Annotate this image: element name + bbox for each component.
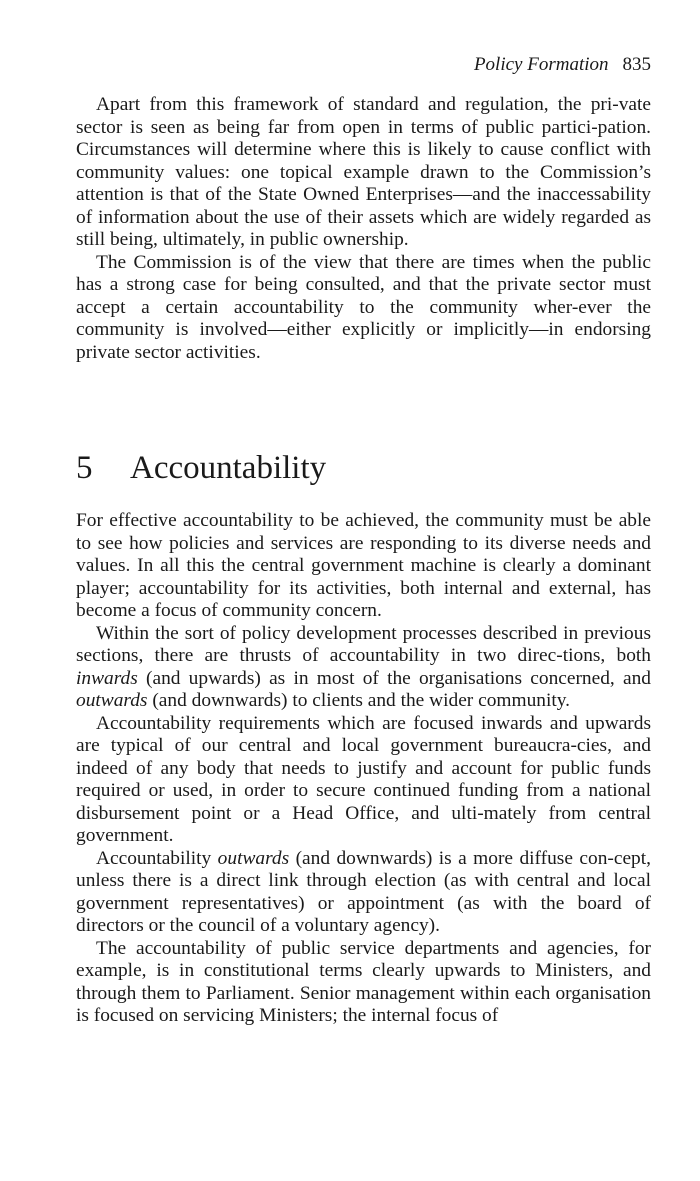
- text-run: (and downwards) is a more diffuse con-cept, unless there is a direct link through election (as with central and local government representatives) or appointment (as with the board of directors or the council of a voluntary agency).: [76, 847, 651, 936]
- text-run: Accountability: [96, 847, 218, 869]
- text-run: (and downwards) to clients and the wider community.: [147, 690, 571, 711]
- text-run: Within the sort of policy development processes described in previous sections, there are thrusts of accountability in two direc-tions, both: [76, 622, 651, 666]
- running-head: [474, 54, 651, 76]
- intro-text: [76, 94, 651, 364]
- section-title: Accountability: [130, 450, 327, 486]
- paragraph: [76, 848, 651, 938]
- emphasis: inwards: [76, 667, 138, 689]
- section-body: [76, 510, 651, 1028]
- page-number: 835: [622, 54, 651, 75]
- emphasis: outwards: [217, 847, 290, 869]
- paragraph: The accountability of public service departments and agencies, for example, is in constitutional terms clearly upwards to Ministers, and through them to Parliament. Senior management within each organisation is focused on servicing Ministers; the internal focus of: [76, 937, 651, 1026]
- paragraph: [76, 623, 651, 713]
- paragraph: For effective accountability to be achieved, the community must be able to see how policies and services are responding to its diverse needs and values. In all this the central government machine is clearly a dominant player; accountability for its activities, both internal and external, has become a focus of community concern.: [76, 510, 651, 621]
- emphasis: outwards: [76, 690, 148, 711]
- paragraph: Apart from this framework of standard and regulation, the pri-vate sector is seen as being far from open in terms of public partici-pation. Circumstances will determine where this is likely to cause conflict with community values: one topical example drawn to the Commission’s attention is that of the State Owned Enterprises—and the inaccessability of information about the use of their assets which are widely regarded as still being, ultimately, in public ownership.: [76, 94, 651, 250]
- running-head-title: Policy Formation: [473, 54, 609, 75]
- paragraph: The Commission is of the view that there are times when the public has a strong case for being consulted, and that the private sector must accept a certain accountability to the community wher-ever the community is involved—either explicitly or implicitly—in endorsing private sector activities.: [76, 251, 651, 363]
- text-run: (and upwards) as in most of the organisations concerned, and: [137, 667, 651, 689]
- section-heading: [76, 448, 326, 488]
- section-number: 5: [76, 450, 93, 486]
- paragraph: Accountability requirements which are focused inwards and upwards are typical of our central and local government bureaucra-cies, and indeed of any body that needs to justify and account for public funds required or used, in order to secure continued funding from a national disbursement point or a Head Office, and ulti-mately from central government.: [76, 712, 651, 846]
